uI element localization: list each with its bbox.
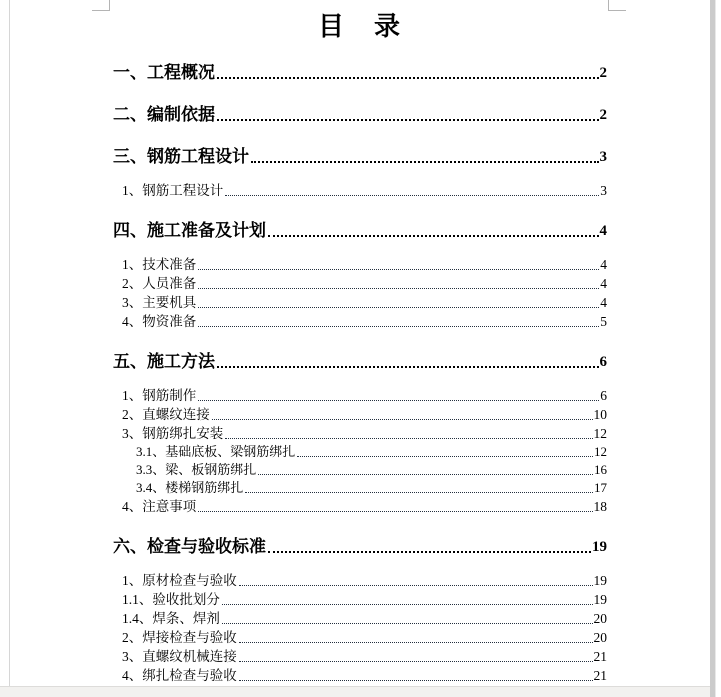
toc-entry-page: 20 [593,630,607,645]
toc-entry-page: 4 [600,276,607,291]
toc-leader-dots [222,604,593,605]
toc-entry[interactable] [113,590,607,609]
scrollbar-track[interactable] [710,0,716,697]
toc-leader-dots [225,438,592,439]
toc-entry[interactable] [113,666,607,685]
toc-entry-label: 3.1、基础底板、梁钢筋绑扎 [136,444,296,459]
toc-leader-dots [225,195,599,196]
toc-entry[interactable] [113,461,607,479]
page-title: 目 录 [317,12,402,41]
toc-entry-label: 1.1、验收批划分 [122,592,220,607]
toc-entry[interactable] [113,647,607,666]
toc-entry[interactable] [113,181,607,200]
toc-leader-dots [239,585,593,586]
toc-leader-dots [297,456,593,457]
toc-entry-page: 19 [593,592,607,607]
toc-entry[interactable] [113,536,607,558]
toc-entry[interactable] [113,386,607,405]
toc-entry[interactable] [113,443,607,461]
toc-entry-label: 1、钢筋工程设计 [122,183,224,198]
toc-entry[interactable] [113,497,607,516]
toc-entry-page: 2 [599,107,607,123]
toc-entry-page: 5 [600,314,607,329]
toc-entry-label: 一、工程概况 [113,63,215,82]
toc-entry-label: 3、直螺纹机械连接 [122,649,237,664]
toc-entry[interactable] [113,609,607,628]
toc-leader-dots [245,492,593,493]
toc-entry-label: 1、技术准备 [122,257,197,272]
toc-entry[interactable] [113,62,607,84]
toc-leader-dots [239,661,593,662]
table-of-contents [113,62,607,685]
toc-entry[interactable] [113,571,607,590]
toc-entry-page: 6 [600,388,607,403]
page-bottom-gap [0,686,710,697]
toc-leader-dots [239,680,593,681]
toc-entry-page: 18 [593,499,607,514]
toc-entry-page: 12 [593,426,607,441]
toc-entry-page: 12 [594,444,607,459]
margin-crop-mark-top-left [92,0,110,11]
toc-leader-dots [198,400,599,401]
toc-entry[interactable] [113,255,607,274]
toc-entry-page: 2 [599,65,607,81]
toc-entry-page: 21 [593,649,607,664]
toc-entry-page: 4 [599,223,607,239]
toc-leader-dots [268,551,591,553]
toc-entry-page: 21 [593,668,607,683]
toc-entry-page: 3 [600,183,607,198]
toc-entry[interactable] [113,405,607,424]
toc-entry-label: 六、检查与验收标准 [113,537,266,556]
toc-entry-page: 6 [599,354,607,370]
toc-entry[interactable] [113,312,607,331]
toc-entry-label: 4、注意事项 [122,499,197,514]
toc-entry-label: 1.4、焊条、焊剂 [122,611,220,626]
toc-entry-label: 五、施工方法 [113,352,215,371]
toc-entry[interactable] [113,479,607,497]
margin-crop-mark-top-right [608,0,626,11]
toc-entry-page: 3 [599,149,607,165]
toc-leader-dots [222,623,593,624]
toc-entry-page: 17 [594,480,607,495]
toc-entry-label: 2、直螺纹连接 [122,407,210,422]
toc-entry-label: 二、编制依据 [113,105,215,124]
toc-leader-dots [198,511,592,512]
page-left-edge [9,0,10,686]
toc-leader-dots [217,366,599,368]
toc-entry-label: 三、钢筋工程设计 [113,147,249,166]
toc-entry[interactable] [113,104,607,126]
toc-entry-label: 2、人员准备 [122,276,197,291]
toc-entry[interactable] [113,424,607,443]
toc-entry[interactable] [113,220,607,242]
toc-leader-dots [258,474,593,475]
toc-leader-dots [198,326,599,327]
toc-entry-label: 2、焊接检查与验收 [122,630,237,645]
toc-entry-label: 1、原材检查与验收 [122,573,237,588]
toc-entry[interactable] [113,628,607,647]
toc-entry[interactable] [113,351,607,373]
toc-entry-label: 4、物资准备 [122,314,197,329]
toc-leader-dots [198,269,599,270]
toc-entry-label: 四、施工准备及计划 [113,221,266,240]
toc-entry-page: 19 [593,573,607,588]
toc-entry[interactable] [113,293,607,312]
toc-entry-label: 3、主要机具 [122,295,197,310]
toc-entry-label: 1、钢筋制作 [122,388,197,403]
toc-entry-page: 4 [600,295,607,310]
toc-entry[interactable] [113,146,607,168]
toc-entry-page: 19 [592,539,607,555]
toc-leader-dots [251,161,599,163]
toc-entry-page: 10 [593,407,607,422]
toc-entry-label: 3、钢筋绑扎安装 [122,426,224,441]
toc-entry-label: 3.3、梁、板钢筋绑扎 [136,462,257,477]
toc-leader-dots [268,235,599,237]
toc-leader-dots [198,288,599,289]
toc-entry-page: 4 [600,257,607,272]
toc-entry-label: 3.4、楼梯钢筋绑扎 [136,480,244,495]
toc-entry-page: 20 [593,611,607,626]
toc-leader-dots [198,307,599,308]
toc-leader-dots [217,77,599,79]
toc-entry-page: 16 [594,462,607,477]
document-page [113,0,607,685]
toc-entry-label: 4、绑扎检查与验收 [122,668,237,683]
toc-leader-dots [217,119,599,121]
toc-entry[interactable] [113,274,607,293]
toc-leader-dots [239,642,593,643]
toc-leader-dots [212,419,593,420]
